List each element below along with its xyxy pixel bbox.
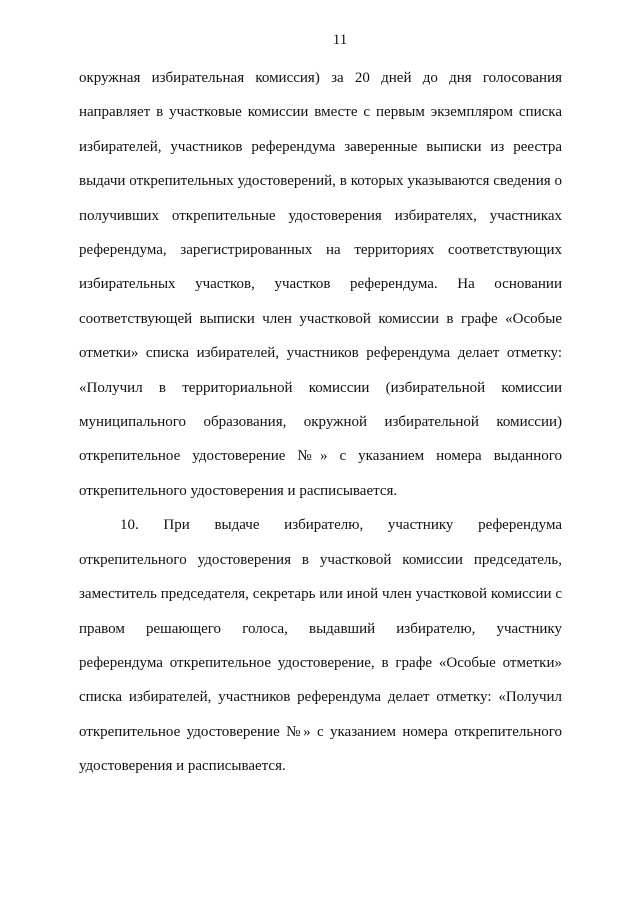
page-number: 11 — [332, 32, 348, 48]
paragraph-item-10: 10. При выдаче избирателю, участнику референдума открепительного удостоверения в участковой комиссии председатель, заместитель председателя, секретарь или иной член участковой комиссии с правом решающего голоса, выдавший избирателю, участнику референдума открепительное удостоверение, в графе «Особые отметки» списка избирателей, участников референдума делает отметку: «Получил открепительное удостоверение №» с указанием номера открепительного удостоверения и расписывается. — [79, 517, 562, 775]
paragraph-continuation: окружная избирательная комиссия) за 20 дней до дня голосования направляет в участковые комиссии вместе с первым экземпляром списка избирателей, участников референдума заверенные выписки из реестра выдачи открепительных удостоверений, в которых указываются сведения о получивших открепительные удостоверения избирателях, участниках референдума, зарегистрированных на территориях соответствующих избирательных участков, участков референдума. На основании соответствующей выписки член участковой комиссии в графе «Особые отметки» списка избирателей, участников референдума делает отметку: «Получил в территориальной комиссии (избирательной комиссии муниципального образования, окружной избирательной комиссии) открепительное удостоверение №» с указанием номера выданного открепительного удостоверения и расписывается. — [79, 70, 562, 499]
document-body — [79, 61, 562, 784]
